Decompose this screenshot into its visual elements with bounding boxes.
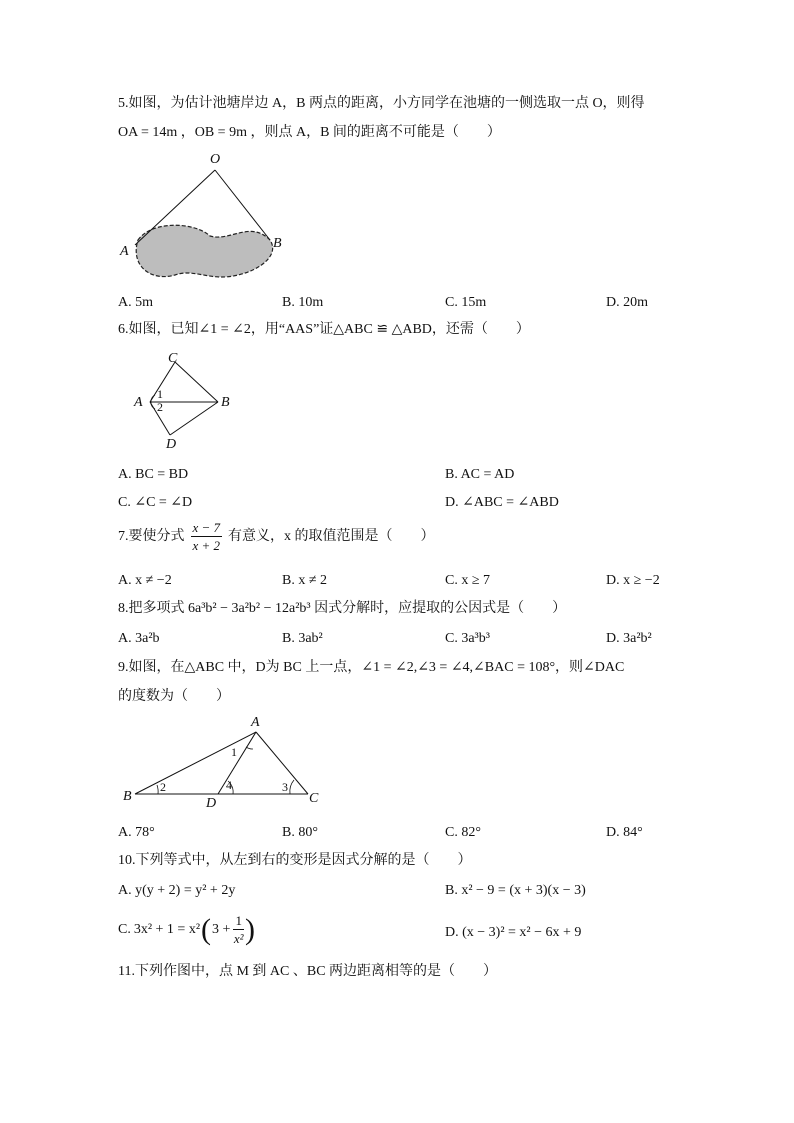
q6-angle-1: 1 xyxy=(157,387,163,401)
q7-denominator: x + 2 xyxy=(192,538,221,553)
q9-option-d[interactable]: D. 84° xyxy=(606,825,643,840)
q5-option-a[interactable]: A. 5m xyxy=(118,295,153,310)
q5-stem-line1: 5.如图，为估计池塘岸边 A，B 两点的距离，小方同学在池塘的一侧选取一点 O，则得 xyxy=(118,96,645,111)
q6-stem: 6.如图，已知∠1 = ∠2，用“AAS”证△ABC ≌ △ABD，还需（ ） xyxy=(118,322,530,337)
q9-figure xyxy=(120,715,340,825)
q7-option-d[interactable]: D. x ≥ −2 xyxy=(606,573,660,588)
q9-angle-2: 2 xyxy=(160,780,166,794)
q10-option-c-num: 1 xyxy=(235,913,242,928)
q5-pond-figure xyxy=(110,150,310,290)
pond-shape xyxy=(136,225,272,277)
q6-label-b: B xyxy=(221,395,230,410)
q6-option-b[interactable]: B. AC = AD xyxy=(445,467,515,482)
q9-label-c: C xyxy=(309,791,319,806)
q5-label-o: O xyxy=(210,152,221,167)
q7-stem xyxy=(118,521,435,552)
q6-option-c[interactable]: C. ∠C = ∠D xyxy=(118,495,193,510)
q7-fraction xyxy=(191,521,223,552)
q6-label-a: A xyxy=(134,395,143,410)
q10-option-c-prefix: C. xyxy=(118,921,131,937)
segment-ob xyxy=(215,170,270,240)
q6-option-a[interactable]: A. BC = BD xyxy=(118,467,189,482)
q8-option-a[interactable]: A. 3a²b xyxy=(118,631,160,646)
q9-option-a[interactable]: A. 78° xyxy=(118,825,155,840)
q7-stem-post: 有意义，x 的取值范围是（ ） xyxy=(228,528,435,544)
q6-option-d[interactable]: D. ∠ABC = ∠ABD xyxy=(445,495,559,510)
q10-option-d[interactable]: D. (x − 3)² = x² − 6x + 9 xyxy=(445,925,582,940)
q9-angle-4: 4 xyxy=(226,778,232,792)
q10-option-a[interactable]: A. y(y + 2) = y² + 2y xyxy=(118,883,236,898)
q11-stem: 11.下列作图中，点 M 到 AC 、BC 两边距离相等的是（ ） xyxy=(118,964,498,979)
q10-option-c-paren-pre: 3 + xyxy=(212,921,231,937)
q10-option-b[interactable]: B. x² − 9 = (x + 3)(x − 3) xyxy=(445,883,586,898)
q9-label-a: A xyxy=(251,715,260,730)
q5-option-d[interactable]: D. 20m xyxy=(606,295,648,310)
q5-label-a: A xyxy=(120,244,129,259)
q10-option-c[interactable] xyxy=(118,914,255,945)
q9-angle-3: 3 xyxy=(282,780,288,794)
q5-stem-line2: OA = 14m ，OB = 9m ，则点 A，B 间的距离不可能是（ ） xyxy=(118,125,501,140)
q6-angle-2: 2 xyxy=(157,400,163,414)
q10-stem: 10.下列等式中，从左到右的变形是因式分解的是（ ） xyxy=(118,853,472,868)
q10-option-c-rparen: ) xyxy=(244,912,255,946)
q8-option-b[interactable]: B. 3ab² xyxy=(282,631,323,646)
q5-option-c[interactable]: C. 15m xyxy=(445,295,487,310)
q7-numerator: x − 7 xyxy=(192,520,221,535)
q6-label-c: C xyxy=(168,351,178,366)
q8-stem: 8.把多项式 6a³b² − 3a²b² − 12a²b³ 因式分解时，应提取的公因式是（ ） xyxy=(118,601,567,616)
q7-option-c[interactable]: C. x ≥ 7 xyxy=(445,573,491,588)
q10-option-c-lhs: 3x² + 1 = x² xyxy=(133,921,201,937)
q10-option-c-lparen: ( xyxy=(201,912,212,946)
q9-stem-line2: 的度数为（ ） xyxy=(118,689,230,704)
q5-label-b: B xyxy=(273,236,282,251)
q9-label-d: D xyxy=(206,796,217,811)
q9-angle-1: 1 xyxy=(231,745,237,759)
q8-option-d[interactable]: D. 3a²b² xyxy=(606,631,652,646)
q7-option-b[interactable]: B. x ≠ 2 xyxy=(282,573,328,588)
q5-option-b[interactable]: B. 10m xyxy=(282,295,324,310)
q10-option-c-fraction xyxy=(233,914,244,945)
q9-label-b: B xyxy=(123,789,132,804)
q7-stem-pre: 7.要使分式 xyxy=(118,528,185,544)
q9-stem-line1: 9.如图，在△ABC 中，D为 BC 上一点，∠1 = ∠2,∠3 = ∠4,∠BAC = 108°，则∠DAC xyxy=(118,660,625,675)
q6-label-d: D xyxy=(166,437,177,452)
q7-option-a[interactable]: A. x ≠ −2 xyxy=(118,573,172,588)
q8-option-c[interactable]: C. 3a³b³ xyxy=(445,631,490,646)
q9-option-c[interactable]: C. 82° xyxy=(445,825,481,840)
q9-option-b[interactable]: B. 80° xyxy=(282,825,318,840)
q10-option-c-den: x² xyxy=(233,931,244,946)
